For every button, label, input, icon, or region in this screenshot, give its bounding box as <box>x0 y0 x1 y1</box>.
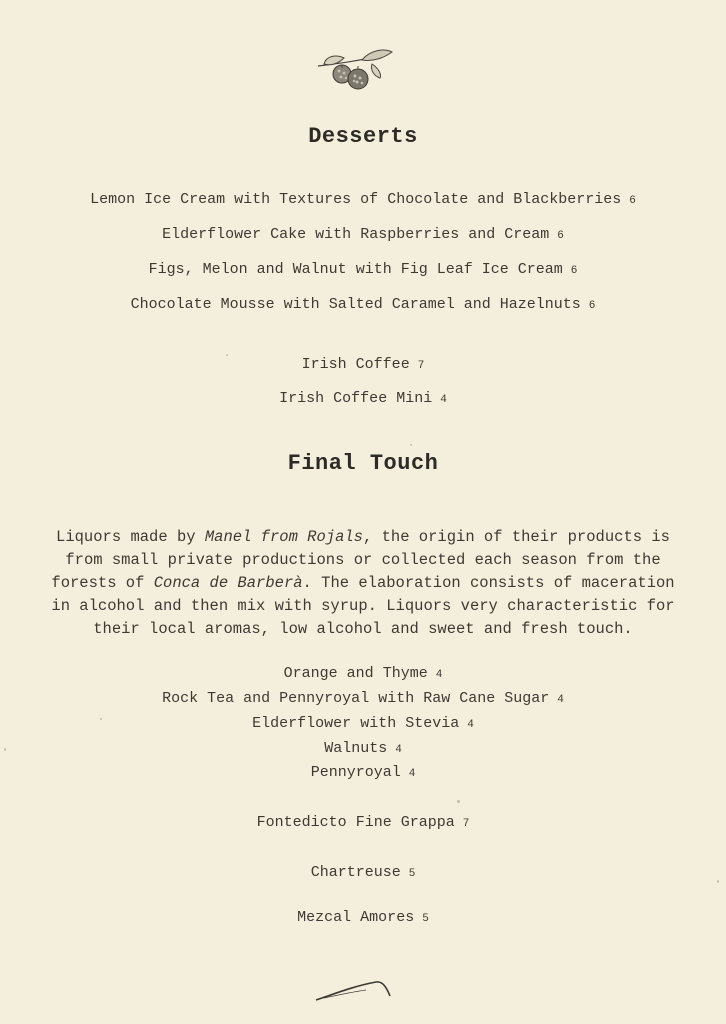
place-name: Conca de Barberà <box>153 574 303 592</box>
item-price: 4 <box>467 719 474 731</box>
item-name: Rock Tea and Pennyroyal with Raw Cane Sugar <box>162 690 550 707</box>
menu-item <box>0 864 726 881</box>
menu-item <box>0 296 726 313</box>
item-name: Irish Coffee <box>301 356 410 373</box>
menu-item <box>0 814 726 831</box>
intro-text: , the origin of their products is from small private productions or collected each season from the forests of <box>51 528 670 592</box>
menu-item <box>0 356 726 373</box>
maker-name: Manel from Rojals <box>204 528 363 546</box>
menu-item <box>0 909 726 926</box>
menu-item <box>0 690 726 707</box>
swash-ornament-icon <box>314 976 394 1004</box>
item-name: Elderflower Cake with Raspberries and Cream <box>162 226 550 243</box>
desserts-title: Desserts <box>308 124 418 149</box>
item-price: 4 <box>408 768 416 780</box>
menu-item <box>0 261 726 278</box>
item-price: 6 <box>588 300 596 312</box>
item-name: Elderflower with Stevia <box>252 715 460 732</box>
menu-item <box>0 715 726 732</box>
menu-item <box>0 390 726 407</box>
item-price: 4 <box>395 744 402 756</box>
item-price: 5 <box>408 868 416 880</box>
item-name: Chartreuse <box>310 864 401 881</box>
item-price: 6 <box>629 195 636 207</box>
item-name: Walnuts <box>324 740 388 757</box>
item-name: Orange and Thyme <box>283 665 428 682</box>
item-name: Chocolate Mousse with Salted Caramel and Hazelnuts <box>130 296 581 313</box>
menu-item <box>0 191 726 208</box>
paper-speck <box>4 748 6 751</box>
final-touch-title: Final Touch <box>287 451 439 476</box>
item-price: 6 <box>570 265 578 277</box>
item-name: Irish Coffee Mini <box>279 390 433 407</box>
item-price: 6 <box>557 230 564 242</box>
paper-speck <box>410 444 412 446</box>
item-price: 7 <box>462 818 470 830</box>
intro-text: Liquors made by <box>56 528 205 546</box>
item-name: Figs, Melon and Walnut with Fig Leaf Ice Cream <box>148 261 563 278</box>
menu-item <box>0 665 726 682</box>
item-name: Lemon Ice Cream with Textures of Chocolate and Blackberries <box>90 191 622 208</box>
intro-text: . The elaboration consists of maceration in alcohol and then mix with syrup. Liquors very characteristic for their local aromas, low alcohol and sweet and fresh touch. <box>51 574 675 638</box>
item-price: 5 <box>422 913 429 925</box>
item-name: Mezcal Amores <box>297 909 415 926</box>
item-name: Fontedicto Fine Grappa <box>256 814 455 831</box>
paper-speck <box>457 800 460 803</box>
paper-speck <box>226 354 228 356</box>
berry-branch-icon <box>314 48 396 98</box>
item-price: 4 <box>435 669 443 681</box>
menu-item <box>0 764 726 781</box>
paper-speck <box>717 880 719 883</box>
item-price: 7 <box>417 360 425 372</box>
item-price: 4 <box>440 394 447 406</box>
item-price: 4 <box>557 694 564 706</box>
liquors-intro-paragraph <box>40 526 686 641</box>
item-name: Pennyroyal <box>310 764 401 781</box>
paper-speck <box>100 718 102 720</box>
menu-item <box>0 740 726 757</box>
menu-item <box>0 226 726 243</box>
